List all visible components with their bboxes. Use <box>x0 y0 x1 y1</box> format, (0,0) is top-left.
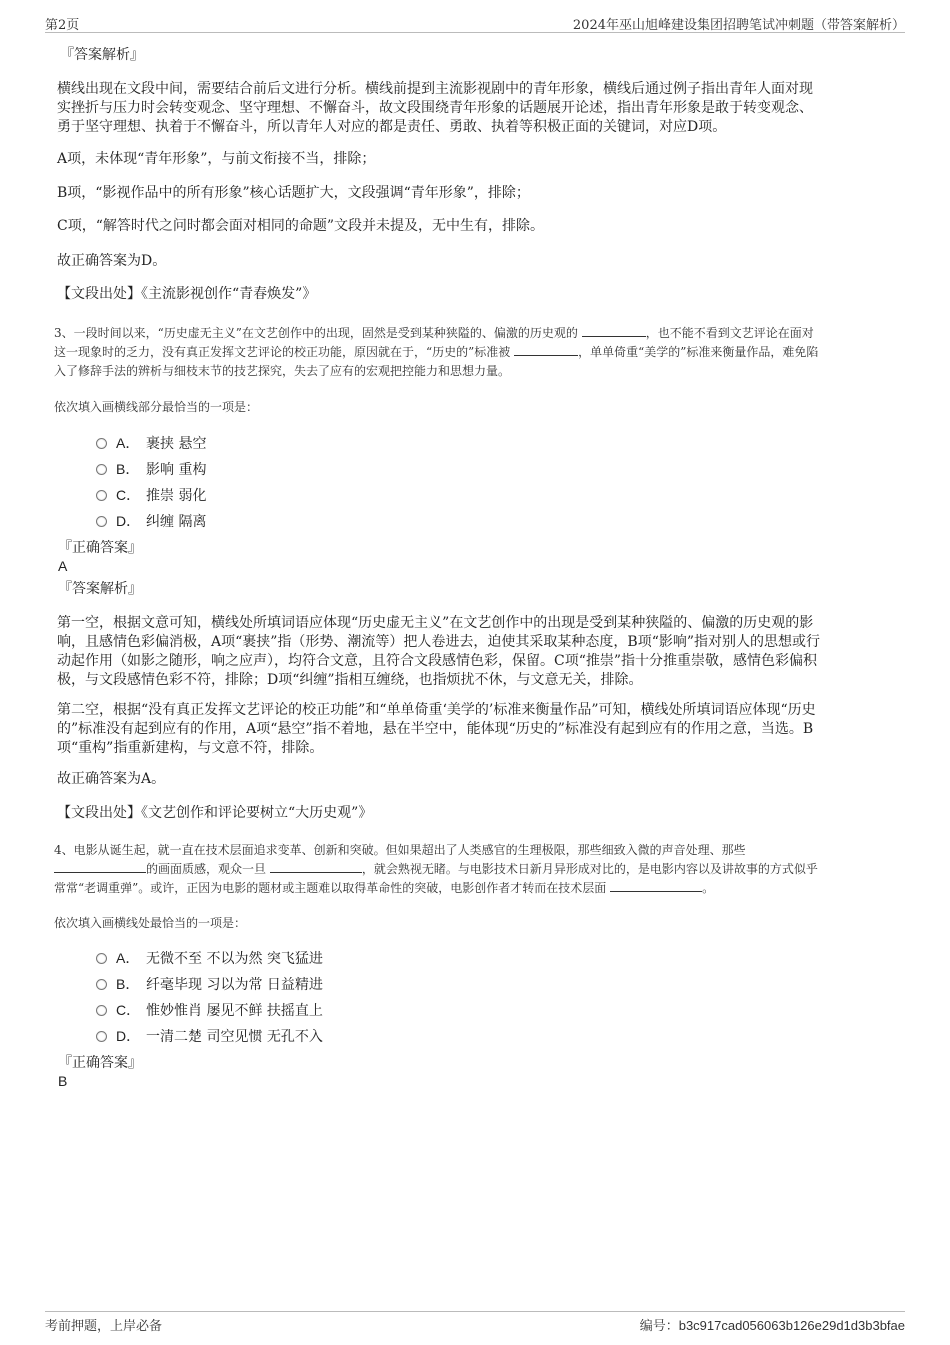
footer-divider <box>45 1311 905 1312</box>
q2-analysis-line: 实挫折与压力时会转变观念、坚守理想、不懈奋斗，故文段围绕青年形象的话题展开论述，指出青年形象是敢于转变观念、 <box>57 100 813 116</box>
q3-stem-part: 入了修辞手法的辨析与细枝末节的技艺探究，失去了应有的宏观把控能力和思想力量。 <box>54 364 511 378</box>
q3-analysis-line: 动起作用（如影之随形，响之应声），均符合文意，且符合文段感情色彩，保留。C项“推崇”指十分推重崇敬，感情色彩偏积 <box>57 653 818 669</box>
q4-blank-3 <box>610 879 702 892</box>
q3-option-d[interactable]: D． 纠缠 隔离 <box>96 510 206 532</box>
q4-stem-part: 的画面质感，观众一旦 <box>146 862 267 876</box>
q4-option-c[interactable]: C． 惟妙惟肖 屡见不鲜 扶摇直上 <box>96 999 323 1021</box>
page-header <box>45 14 905 32</box>
radio-icon[interactable] <box>96 464 107 475</box>
q3-stem-part: ，也不能不看到文艺评论在面对 <box>645 326 814 340</box>
q2-analysis-line: 横线出现在文段中间，需要结合前后文进行分析。横线前提到主流影视剧中的青年形象，横线后通过例子指出青年人面对现 <box>57 81 813 97</box>
footer-slogan: 考前押题，上岸必备 <box>45 1319 163 1334</box>
q2-conclusion: 故正确答案为D。 <box>57 253 167 269</box>
q3-answer: A <box>58 558 68 574</box>
q4-answer-label: 『正确答案』 <box>58 1055 142 1071</box>
radio-icon[interactable] <box>96 1005 107 1016</box>
q2-analysis-text <box>57 80 892 137</box>
q4-blank-1 <box>54 860 146 873</box>
q2-elimination-b: B项，“影视作品中的所有形象”核心话题扩大，文段强调“青年形象”，排除； <box>57 185 530 201</box>
document-title: 2024年巫山旭峰建设集团招聘笔试冲刺题（带答案解析） <box>572 18 905 33</box>
q2-analysis-line: 勇于坚守理想、执着于不懈奋斗，所以青年人对应的都是责任、勇敢、执着等积极正面的关键词，对应D项。 <box>57 119 727 135</box>
q3-analysis-label: 『答案解析』 <box>58 581 142 597</box>
q4-option-d[interactable]: D． 一清二楚 司空见惯 无孔不入 <box>96 1025 323 1047</box>
q4-blank-2 <box>270 860 362 873</box>
q2-elimination-a: A项，未体现“青年形象”，与前文衔接不当，排除； <box>57 151 376 167</box>
q4-stem-part: 常常“老调重弹”。或许，正因为电影的题材或主题难以取得革命性的突破，电影创作者才转而在技术层面 <box>54 881 607 895</box>
q3-answer-label: 『正确答案』 <box>58 540 142 556</box>
q4-stem-part: 。 <box>702 881 715 895</box>
q3-option-a[interactable]: A． 裹挟 悬空 <box>96 432 206 454</box>
q3-stem-part: ，单单倚重“美学的”标准来衡量作品，难免陷 <box>578 345 819 359</box>
q3-analysis-para-1 <box>57 614 892 690</box>
q3-analysis-para-2 <box>57 701 892 758</box>
q3-analysis-line: 第二空，根据“没有真正发挥文艺评论的校正功能”和“单单倚重‘美学的’标准来衡量作品”可知，横线处所填词语应体现“历史 <box>57 702 816 718</box>
q2-analysis-label: 『答案解析』 <box>60 47 144 63</box>
q4-prompt: 依次填入画横线处最恰当的一项是： <box>54 916 247 930</box>
page-number: 第2页 <box>45 18 80 33</box>
radio-icon[interactable] <box>96 979 107 990</box>
q3-blank-2 <box>514 343 578 356</box>
q3-option-c[interactable]: C． 推崇 弱化 <box>96 484 206 506</box>
radio-icon[interactable] <box>96 438 107 449</box>
q4-option-b[interactable]: B． 纤毫毕现 习以为常 日益精进 <box>96 973 323 995</box>
q3-analysis-line: 第一空，根据文意可知，横线处所填词语应体现“历史虚无主义”在文艺创作中的出现是受到某种狭隘的、偏激的历史观的影 <box>57 615 814 631</box>
q3-source: 【文段出处】《文艺创作和评论要树立“大历史观”》 <box>57 805 373 821</box>
q4-option-a[interactable]: A． 无微不至 不以为然 突飞猛进 <box>96 947 323 969</box>
q2-source: 【文段出处】《主流影视创作“青春焕发”》 <box>57 286 317 302</box>
q4-answer: B <box>58 1073 68 1089</box>
q3-stem-part: 这一现象时的乏力，没有真正发挥文艺评论的校正功能，原因就在于，“历史的”标准被 <box>54 345 511 359</box>
q3-stem-part: 3、一段时间以来，“历史虚无主义”在文艺创作中的出现，固然是受到某种狭隘的、偏激的历史观的 <box>54 326 578 340</box>
q3-prompt: 依次填入画横线部分最恰当的一项是： <box>54 400 259 414</box>
q2-elimination-c: C项，“解答时代之问时都会面对相同的命题”文段并未提及，无中生有，排除。 <box>57 218 545 234</box>
q3-option-b[interactable]: B． 影响 重构 <box>96 458 206 480</box>
radio-icon[interactable] <box>96 953 107 964</box>
radio-icon[interactable] <box>96 516 107 527</box>
radio-icon[interactable] <box>96 490 107 501</box>
q3-blank-1 <box>582 324 646 337</box>
q4-stem-part: ，就会熟视无睹。与电影技术日新月异形成对比的，是电影内容以及讲故事的方式似乎 <box>361 862 818 876</box>
document-code: 编号：b3c917cad056063b126e29d1d3b3bfae <box>639 1318 905 1334</box>
q3-conclusion: 故正确答案为A。 <box>57 771 166 787</box>
q4-stem-part: 4、电影从诞生起，就一直在技术层面追求变革、创新和突破。但如果超出了人类感官的生理极限，那些细致入微的声音处理、那些 <box>54 843 746 857</box>
q3-analysis-line: 的”标准没有起到应有的作用，A项“悬空”指不着地，悬在半空中，能体现“历史的”标准没有起到应有的作用之意，当选。B <box>57 721 814 737</box>
q3-analysis-line: 项“重构”指重新建构，与文意不符，排除。 <box>57 740 324 756</box>
header-divider <box>45 32 905 33</box>
q3-analysis-line: 响，且感情色彩偏消极，A项“裹挟”指（形势、潮流等）把人卷进去，迫使其采取某种态度，B项“影响”指对别人的思想或行 <box>57 634 821 650</box>
radio-icon[interactable] <box>96 1031 107 1042</box>
q3-analysis-line: 极，与文段感情色彩不符，排除；D项“纠缠”指相互缠绕，也指烦扰不休，与文意无关，排除。 <box>57 672 643 688</box>
q3-stem <box>54 324 894 381</box>
q4-stem <box>54 841 894 898</box>
